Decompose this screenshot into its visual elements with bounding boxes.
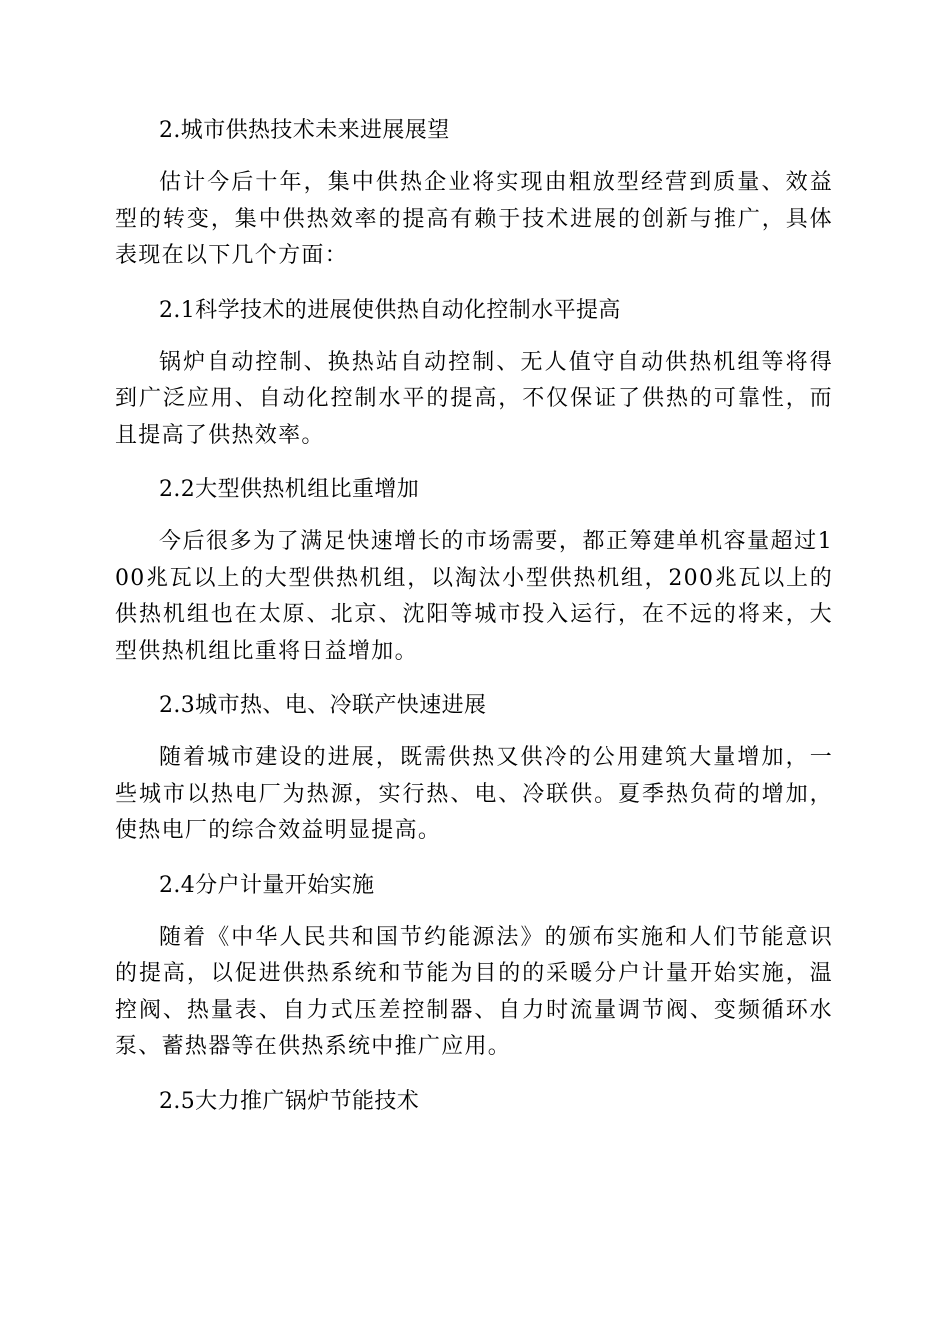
section-heading-2-3: 2.3城市热、电、冷联产快速进展 bbox=[159, 693, 487, 718]
section-paragraph-2-4: 随着《中华人民共和国节约能源法》的颁布实施和人们节能意识的提高，以促进供热系统和节能为目的的采暖分户计量开始实施，温控阀、热量表、自力式压差控制器、自力时流量调节阀、变频循环水泵、蓄热器等在供热系统中推广应用。 bbox=[115, 924, 833, 1059]
section-heading-2-1: 2.1科学技术的进展使供热自动化控制水平提高 bbox=[159, 297, 621, 323]
section-heading-2-4: 2.4分户计量开始实施 bbox=[159, 872, 375, 898]
section-paragraph-2-2: 今后很多为了满足快速增长的市场需要，都正筹建单机容量超过100兆瓦以上的大型供热机组，以淘汰小型供热机组，200兆瓦以上的供热机组也在太原、北京、沈阳等城市投入运行，在不远的将来，大型供热机组比重将日益增加。 bbox=[115, 529, 833, 664]
document-body bbox=[115, 113, 833, 1120]
section-heading-2-2: 2.2大型供热机组比重增加 bbox=[159, 477, 420, 502]
section-paragraph-2-1: 锅炉自动控制、换热站自动控制、无人值守自动供热机组等将得到广泛应用、自动化控制水平的提高，不仅保证了供热的可靠性，而且提高了供热效率。 bbox=[115, 349, 833, 448]
section-paragraph-2: 估计今后十年，集中供热企业将实现由粗放型经营到质量、效益型的转变，集中供热效率的提高有赖于技术进展的创新与推广，具体表现在以下几个方面： bbox=[115, 170, 833, 268]
section-paragraph-2-3: 随着城市建设的进展，既需供热又供冷的公用建筑大量增加，一些城市以热电厂为热源，实行热、电、冷联供。夏季热负荷的增加，使热电厂的综合效益明显提高。 bbox=[115, 745, 833, 843]
section-heading-2-5: 2.5大力推广锅炉节能技术 bbox=[159, 1088, 420, 1114]
section-heading-2: 2.城市供热技术未来进展展望 bbox=[159, 118, 450, 143]
